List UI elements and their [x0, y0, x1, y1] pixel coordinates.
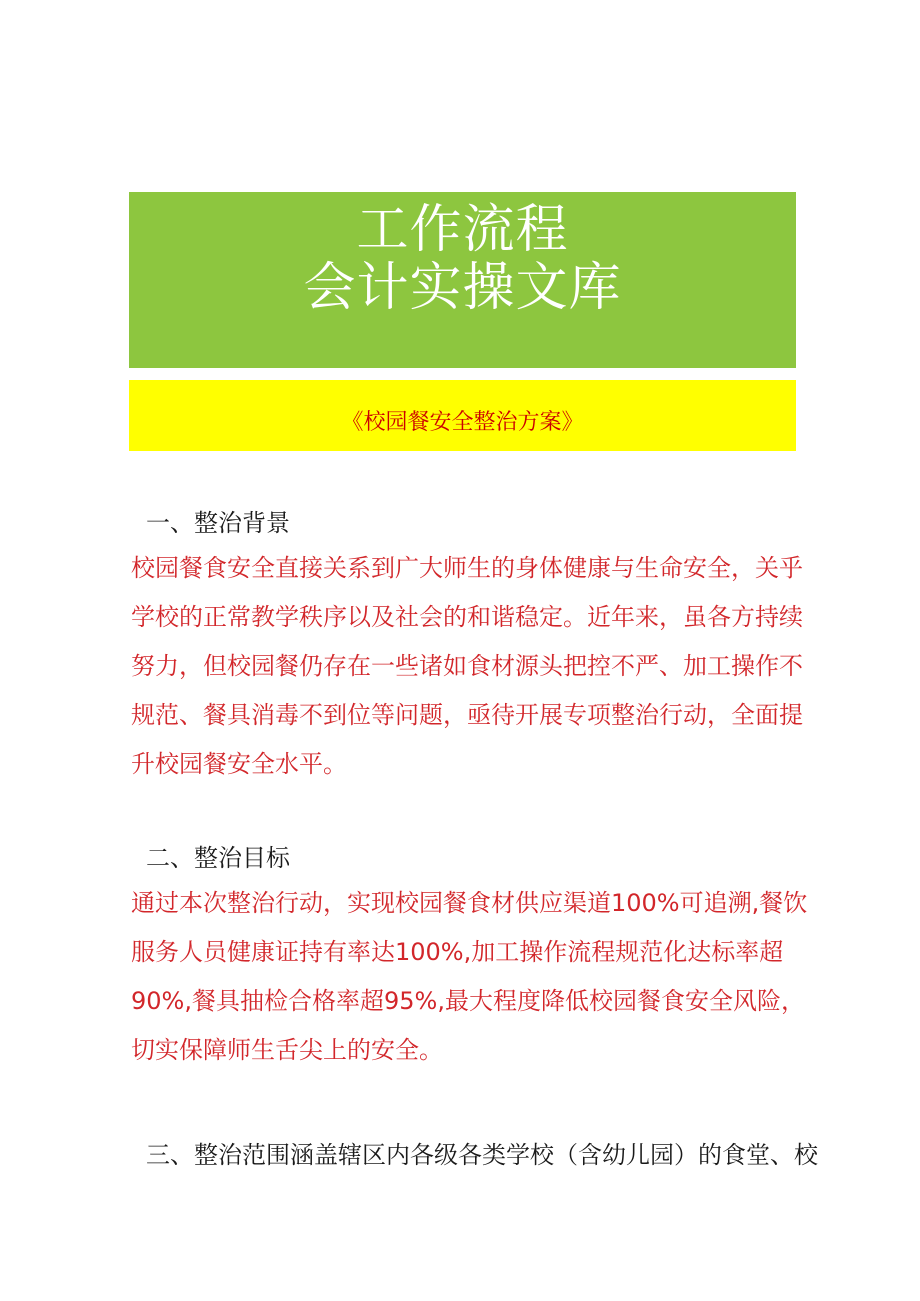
document-title: 《校园餐安全整治方案》 [341, 410, 584, 435]
section-body-goals [131, 879, 808, 1075]
banner-title-line-1: 工作流程 [356, 200, 569, 260]
text-line: 90%,餐具抽检合格率超95%,最大程度降低校园餐食安全风险， [131, 987, 805, 1015]
banner-title-line-2: 会计实操文库 [303, 258, 622, 318]
title-banner [129, 192, 796, 368]
document-title-band [129, 380, 796, 451]
text-line: 规范、餐具消毒不到位等问题，亟待开展专项整治行动，全面提 [131, 701, 803, 729]
text-line: 校园餐食安全直接关系到广大师生的身体健康与生命安全，关乎 [131, 554, 803, 582]
section-heading-goals: 二、整治目标 [146, 844, 290, 872]
text-line: 学校的正常教学秩序以及社会的和谐稳定。近年来，虽各方持续 [131, 603, 803, 631]
text-line: 努力，但校园餐仍存在一些诸如食材源头把控不严、加工操作不 [131, 652, 803, 680]
text-line: 服务人员健康证持有率达100%,加工操作流程规范化达标率超 [131, 938, 784, 966]
section-body-background [131, 544, 801, 789]
text-line: 切实保障师生舌尖上的安全。 [131, 1036, 443, 1064]
section-heading-scope: 三、整治范围涵盖辖区内各级各类学校（含幼儿园）的食堂、校 [146, 1141, 818, 1169]
section-heading-background: 一、整治背景 [146, 509, 290, 537]
text-line: 通过本次整治行动，实现校园餐食材供应渠道100%可追溯,餐饮 [131, 889, 808, 917]
text-line: 升校园餐安全水平。 [131, 750, 347, 778]
